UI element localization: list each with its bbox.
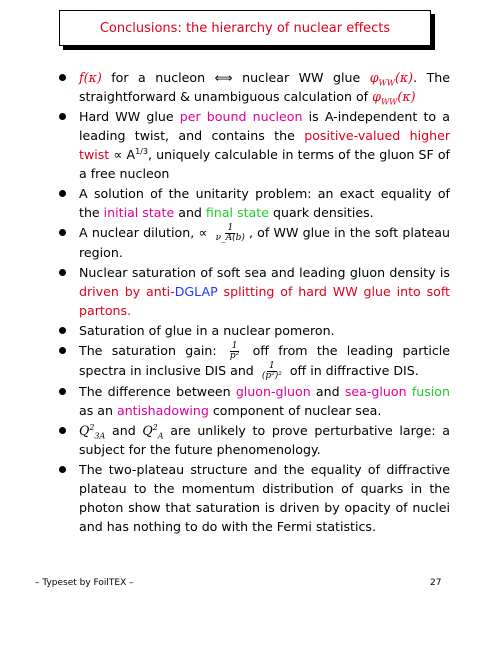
highlight: final state xyxy=(205,205,269,220)
text: is A-independent to a leading twist, and contains the xyxy=(79,109,450,143)
fraction: $\frac{1}{\nu\_A(b)}$ xyxy=(215,223,245,243)
phi-symbol: $\varphi_{WW}(\kappa)$ xyxy=(369,70,414,88)
highlight: fusion xyxy=(411,384,450,399)
list-item xyxy=(55,223,450,262)
text: , uniquely calculable in terms of the gluon SF of a free nucleon xyxy=(79,147,450,181)
highlight: gluon-gluon xyxy=(235,384,311,399)
slide-title-box xyxy=(59,10,431,46)
fraction: $\frac{1}{\text{(p²)²}}$ xyxy=(261,361,282,381)
q-3a: $Q^2_{3A}$ xyxy=(79,422,106,441)
text: Hard WW glue xyxy=(79,109,180,124)
list-item xyxy=(55,107,450,183)
footer-typeset: – Typeset by FoilTEX – xyxy=(35,578,134,588)
f-kappa: f(κ) xyxy=(79,70,102,85)
list-item xyxy=(55,68,450,106)
text: A solution of the unitarity problem: an exact equality of the xyxy=(79,186,450,220)
highlight: splitting of hard WW glue into soft partons. xyxy=(79,284,450,318)
text: quark densities. xyxy=(268,205,374,220)
highlight: per bound nucleon xyxy=(179,109,303,124)
q-a: $Q^2_A$ xyxy=(142,422,164,441)
list-item xyxy=(55,460,450,536)
highlight: initial state xyxy=(103,205,175,220)
slide-title: Conclusions: the hierarchy of nuclear effects xyxy=(99,20,391,36)
text: and xyxy=(310,384,345,399)
text: and xyxy=(174,205,206,220)
list-item xyxy=(55,263,450,320)
text: are unlikely to prove perturbative large: a subject for the future phenomenology. xyxy=(79,423,450,457)
conclusion-list xyxy=(55,68,450,537)
highlight: antishadowing xyxy=(116,403,209,418)
highlight: sea-gluon xyxy=(344,384,407,399)
text: A nuclear dilution, ∝ xyxy=(79,225,212,240)
fraction: $\frac{1}{\text{p²}}$ xyxy=(229,341,240,361)
list-item xyxy=(55,382,450,420)
phi-symbol-2: $\varphi_{WW}(\kappa)$ xyxy=(372,89,416,107)
text: Nuclear saturation of soft sea and leading gluon density is xyxy=(79,265,450,280)
text: Saturation of glue in a nuclear pomeron. xyxy=(79,323,335,338)
list-item xyxy=(55,321,450,340)
highlight: DGLAP xyxy=(174,284,218,299)
text: ∝ A xyxy=(109,147,136,162)
text: The difference between xyxy=(79,384,236,399)
text: . The straightforward & unambiguous calculation of xyxy=(79,70,451,104)
text: as an xyxy=(79,403,117,418)
page-number: 27 xyxy=(430,578,442,588)
list-item xyxy=(55,341,450,381)
list-item xyxy=(55,184,450,222)
highlight: driven by anti- xyxy=(79,284,175,299)
exponent: 1/3 xyxy=(135,146,148,156)
highlight: positive-valued higher twist xyxy=(79,128,450,162)
text: The two-plateau structure and the equality of diffractive plateau to the momentum distribution of quarks in the photon show that saturation is driven by opacity of nuclei and has nothing to do with the Fermi statistics. xyxy=(79,462,450,534)
text: , of WW glue in the soft plateau region. xyxy=(79,225,450,260)
text: and xyxy=(105,423,143,438)
list-item xyxy=(55,421,450,459)
text: for a nucleon ⟺ nuclear WW glue xyxy=(101,70,370,85)
text: off from the leading particle spectra in inclusive DIS and xyxy=(79,343,450,378)
text: component of nuclear sea. xyxy=(208,403,382,418)
text: The saturation gain: xyxy=(79,343,226,358)
text: off in diffractive DIS. xyxy=(285,363,419,378)
